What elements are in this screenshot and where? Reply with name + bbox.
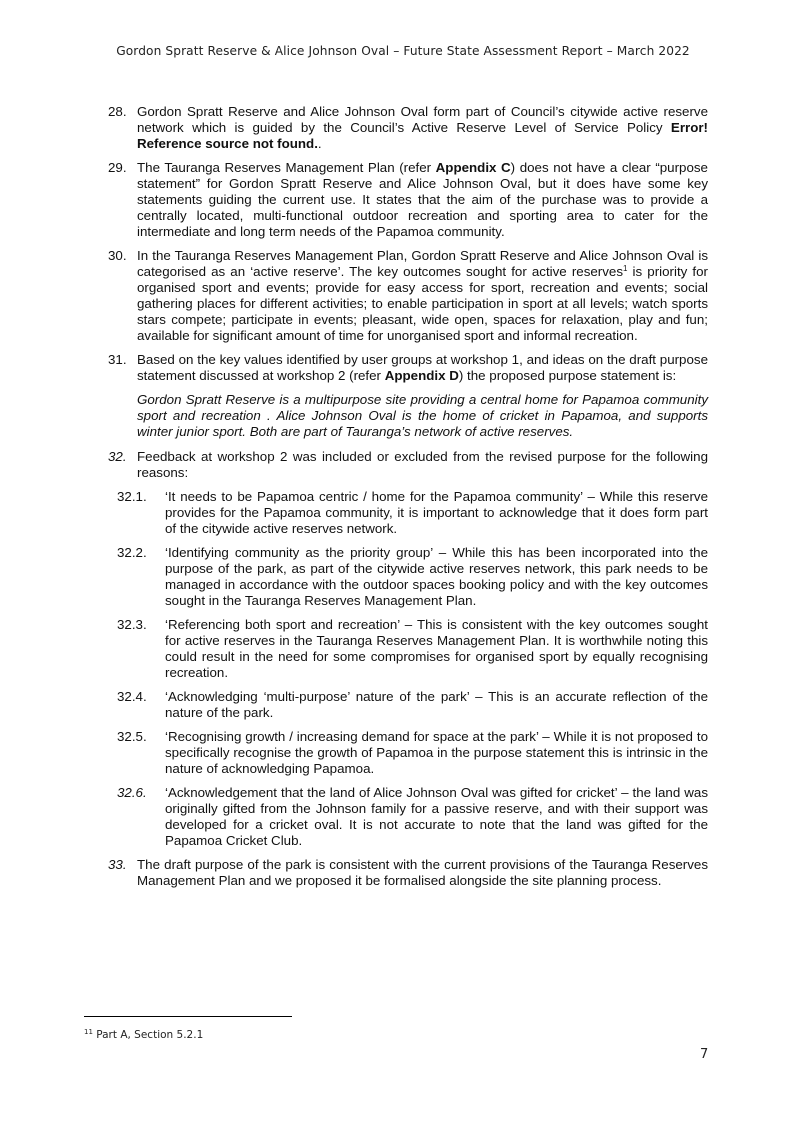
paragraph-31: [108, 352, 708, 384]
reference-error-text: Error! Reference source not found.: [137, 120, 708, 151]
paragraph-text: ) does not have a clear “purpose statement” for Gordon Spratt Reserve and Alice Johnson Oval, but it does have some key statements guiding the current use. It states that the aim of the purchase was to provide a centrally located, multi-functional outdoor recreation and sporting area to cater for the intermediate and long term needs of the Papamoa community.: [137, 160, 708, 239]
paragraph-number: 33.: [108, 857, 127, 872]
sub-item-number: 32.6.: [117, 785, 147, 800]
sub-item-32-1: [112, 489, 708, 537]
paragraph-text: Feedback at workshop 2 was included or excluded from the revised purpose for the following reasons:: [137, 449, 708, 480]
document-body: [108, 104, 708, 897]
appendix-reference: Appendix D: [384, 368, 459, 383]
sub-item-text: ‘Recognising growth / increasing demand for space at the park’ – While it is not proposed to specifically recognise the growth of Papamoa in the purpose statement this is intrinsic in the nature of acknowledging Papamoa.: [165, 729, 708, 776]
paragraph-29: [108, 160, 708, 240]
paragraph-text: is priority for organised sport and events; provide for easy access for sport, recreation and events; social gathering places for different activities; to enable participation in sport at all levels; watch sports stars compete; participate in events; pleasant, wide open, spaces for relaxation, play and fun; available for significant amount of time for unorganised sport and informal recreation.: [137, 264, 708, 343]
sub-item-32-2: [112, 545, 708, 609]
sub-item-number: 32.2.: [117, 545, 147, 560]
page-header: Gordon Spratt Reserve & Alice Johnson Oval – Future State Assessment Report – March 2022: [116, 44, 690, 58]
footnote: [84, 1029, 203, 1041]
paragraph-28: [108, 104, 708, 152]
paragraph-text: In the Tauranga Reserves Management Plan, Gordon Spratt Reserve and Alice Johnson Oval is categorised as an ‘active reserve’. The key outcomes sought for active reserves: [137, 248, 708, 279]
paragraph-33: [108, 857, 708, 889]
footnote-marker: 11: [84, 1028, 93, 1036]
paragraph-number: 29.: [108, 160, 127, 175]
footnote-reference[interactable]: 1: [623, 264, 628, 273]
paragraph-30: [108, 248, 708, 344]
sub-item-text: ‘Acknowledging ‘multi-purpose’ nature of the park’ – This is an accurate reflection of the nature of the park.: [165, 689, 708, 720]
sub-item-number: 32.5.: [117, 729, 147, 744]
appendix-reference: Appendix C: [435, 160, 511, 175]
paragraph-text: ) the proposed purpose statement is:: [458, 368, 677, 383]
paragraph-number: 31.: [108, 352, 127, 367]
paragraph-32: [108, 449, 708, 481]
sub-item-number: 32.1.: [117, 489, 147, 504]
purpose-statement-quote: Gordon Spratt Reserve is a multipurpose site providing a central home for Papamoa community sport and recreation . Alice Johnson Oval is the home of cricket in Papamoa, and supports winter junior sport. Both are part of Tauranga’s network of active reserves.: [137, 392, 708, 439]
paragraph-tail: .: [317, 136, 322, 151]
sub-item-number: 32.3.: [117, 617, 147, 632]
sub-item-text: ‘Referencing both sport and recreation’ – This is consistent with the key outcomes sought for active reserves in the Tauranga Reserves Management Plan. It is worthwhile noting this could result in the need for some compromises for organised sport by equally recognising recreation.: [165, 617, 708, 680]
sub-item-32-3: [112, 617, 708, 681]
paragraph-text: The draft purpose of the park is consistent with the current provisions of the Tauranga Reserves Management Plan and we proposed it be formalised alongside the site planning process.: [137, 857, 708, 888]
sub-item-32-4: [112, 689, 708, 721]
sub-item-text: ‘Acknowledgement that the land of Alice Johnson Oval was gifted for cricket’ – the land was originally gifted from the Johnson family for a passive reserve, and with their support was developed for a cricket oval. It is not accurate to note that the land was gifted for the Papamoa Cricket Club.: [165, 785, 708, 848]
sub-item-32-6: [112, 785, 708, 849]
page-number: 7: [700, 1047, 709, 1062]
paragraph-number: 32.: [108, 449, 127, 464]
paragraph-text: Based on the key values identified by user groups at workshop 1, and ideas on the draft purpose statement discussed at workshop 2 (refer: [137, 352, 708, 383]
sub-item-32-5: [112, 729, 708, 777]
footnote-divider: [84, 1016, 292, 1017]
footnote-text: Part A, Section 5.2.1: [92, 1029, 204, 1041]
sub-item-number: 32.4.: [117, 689, 147, 704]
sub-item-text: ‘Identifying community as the priority group’ – While this has been incorporated into the purpose of the park, as part of the citywide active reserves network, this park needs to be managed in accordance with the outdoor spaces booking policy and with the key outcomes sought in the Tauranga Reserves Management Plan.: [165, 545, 708, 608]
paragraph-text: Gordon Spratt Reserve and Alice Johnson Oval form part of Council’s citywide active reserve network which is guided by the Council’s Active Reserve Level of Service Policy: [137, 104, 708, 135]
paragraph-text: The Tauranga Reserves Management Plan (refer: [137, 160, 436, 175]
paragraph-number: 28.: [108, 104, 127, 119]
sub-item-text: ‘It needs to be Papamoa centric / home for the Papamoa community’ – While this reserve provides for the Papamoa community, it is important to acknowledge that it does form part of the citywide active reserves network.: [165, 489, 708, 536]
paragraph-number: 30.: [108, 248, 127, 263]
